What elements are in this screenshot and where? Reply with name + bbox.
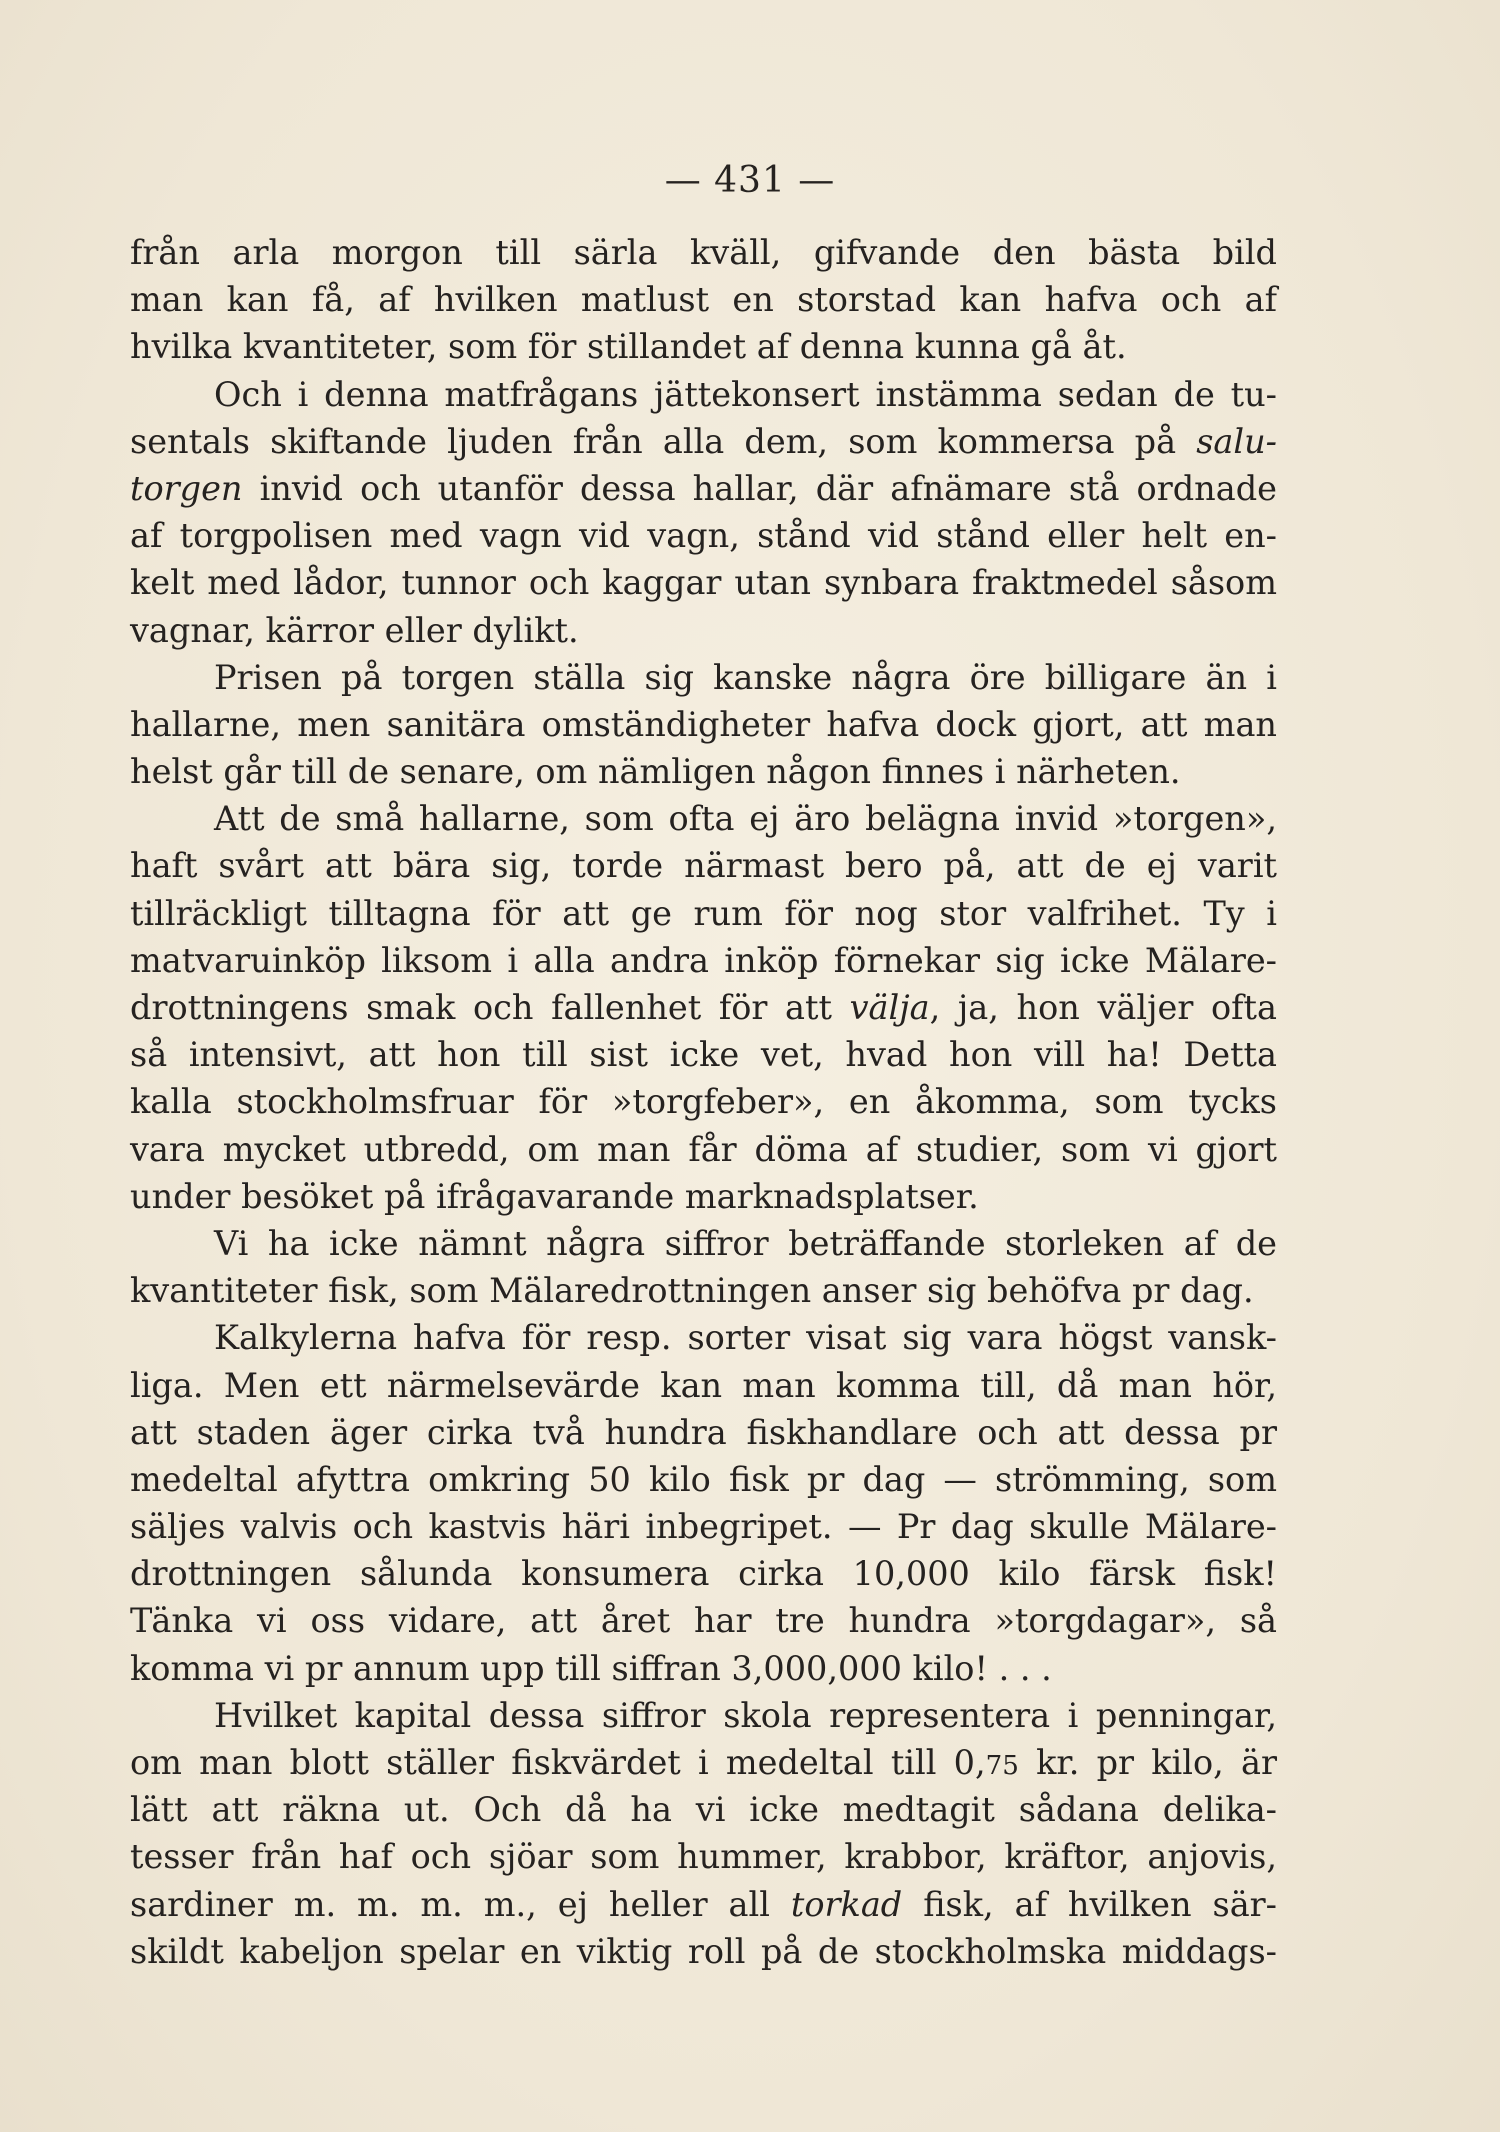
text-line (130, 559, 1277, 606)
text-line (130, 1503, 1277, 1550)
text-line (130, 1078, 1277, 1125)
text-line (130, 1550, 1277, 1597)
text-segment: man kan få, af hvilken matlust en storstad kan hafva och af (130, 280, 1277, 320)
italic-text: välja (849, 988, 930, 1027)
text-line (130, 1786, 1277, 1833)
text-line (130, 1597, 1277, 1644)
text-segment: vara mycket utbredd, om man får döma af studier, som vi gjort (130, 1129, 1277, 1169)
text-segment: Kalkylerna hafva för resp. sorter visat sig vara högst vansk- (214, 1318, 1277, 1358)
text-segment: säljes valvis och kastvis häri inbegripet. — Pr dag skulle Mälare- (130, 1507, 1277, 1547)
text-line (130, 1928, 1277, 1975)
text-line (130, 1314, 1277, 1361)
text-segment: Att de små hallarne, som ofta ej äro belägna invid »torgen», (214, 799, 1277, 839)
text-line (130, 276, 1277, 323)
text-segment: kvantiteter fisk, som Mälaredrottningen anser sig behöfva pr dag. (130, 1271, 1254, 1311)
text-line (130, 1362, 1277, 1409)
text-segment: om man blott ställer fiskvärdet i medeltal till 0, (130, 1743, 986, 1782)
text-line (130, 607, 1277, 654)
text-segment: från arla morgon till särla kväll, gifvande den bästa bild (130, 233, 1277, 272)
text-line (130, 795, 1277, 842)
text-segment: så intensivt, att hon till sist icke vet, hvad hon vill ha! Detta (130, 1035, 1277, 1075)
text-segment: , ja, hon väljer ofta (929, 988, 1277, 1027)
text-segment: invid och utanför dessa hallar, där afnämare stå ordnade (242, 468, 1277, 508)
text-line (130, 465, 1277, 512)
text-segment: tesser från haf och sjöar som hummer, krabbor, kräftor, anjovis, (130, 1837, 1277, 1877)
small-digits: 75 (985, 1751, 1019, 1781)
text-line (130, 512, 1277, 559)
text-line (130, 1173, 1277, 1220)
text-line (130, 371, 1277, 418)
page-number: — 431 — (664, 160, 836, 201)
text-segment: kr. pr kilo, är (1018, 1743, 1277, 1782)
text-line (130, 1220, 1277, 1267)
text-line (130, 1692, 1277, 1739)
text-segment: helst går till de senare, om nämligen någon finnes i närheten. (130, 752, 1181, 792)
text-line (130, 1881, 1277, 1928)
text-segment: hvilka kvantiteter, som för stillandet af denna kunna gå åt. (130, 327, 1127, 367)
text-segment: Tänka vi oss vidare, att året har tre hundra »torgdagar», så (130, 1601, 1277, 1641)
text-segment: tillräckligt tilltagna för att ge rum för nog stor valfrihet. Ty i (130, 893, 1277, 933)
text-line (130, 654, 1277, 701)
text-line (130, 229, 1277, 276)
text-line (130, 1031, 1277, 1078)
text-line (130, 1456, 1277, 1503)
text-segment: af torgpolisen med vagn vid vagn, stånd vid stånd eller helt en- (130, 516, 1277, 556)
text-line (130, 323, 1277, 370)
text-segment: liga. Men ett närmelsevärde kan man komma till, då man hör, (130, 1365, 1277, 1405)
text-line (130, 1267, 1277, 1314)
text-segment: haft svårt att bära sig, torde närmast bero på, att de ej varit (130, 846, 1277, 886)
text-line (130, 984, 1277, 1031)
text-line (130, 1833, 1277, 1880)
text-segment: sardiner m. m. m. m., ej heller all (130, 1884, 791, 1924)
text-segment: lätt att räkna ut. Och då ha vi icke medtagit sådana delika- (130, 1790, 1277, 1830)
text-segment: komma vi pr annum upp till siffran 3,000,000 kilo! . . . (130, 1648, 1052, 1688)
text-segment: skildt kabeljon spelar en viktig roll på de stockholmska middags- (130, 1931, 1277, 1971)
text-segment: vagnar, kärror eller dylikt. (130, 610, 579, 650)
text-segment: under besöket på ifrågavarande marknadsplatser. (130, 1176, 979, 1216)
text-line (130, 937, 1277, 984)
text-line (130, 842, 1277, 889)
text-segment: att staden äger cirka två hundra fiskhandlare och att dessa pr (130, 1412, 1277, 1452)
italic-text: torkad (790, 1884, 903, 1924)
italic-text: salu- (1196, 421, 1277, 461)
text-segment: Vi ha icke nämnt några siffror beträffande storleken af de (214, 1223, 1277, 1263)
text-line (130, 1739, 1277, 1786)
text-line (130, 418, 1277, 465)
text-segment: fisk, af hvilken sär- (902, 1884, 1277, 1924)
text-line (130, 748, 1277, 795)
text-segment: hallarne, men sanitära omständigheter hafva dock gjort, att man (130, 704, 1277, 744)
text-segment: drottningens smak och fallenhet för att (130, 988, 850, 1027)
text-line (130, 1409, 1277, 1456)
text-segment: medeltal afyttra omkring 50 kilo fisk pr dag — strömming, som (130, 1459, 1277, 1499)
text-segment: kelt med lådor, tunnor och kaggar utan synbara fraktmedel såsom (130, 563, 1277, 603)
italic-text: torgen (130, 468, 243, 508)
text-segment: sentals skiftande ljuden från alla dem, som kommersa på (130, 421, 1197, 461)
text-segment: Och i denna matfrågans jättekonsert instämma sedan de tu- (214, 374, 1277, 414)
text-line (130, 701, 1277, 748)
text-segment: Hvilket kapital dessa siffror skola representera i penningar, (214, 1695, 1277, 1735)
text-line (130, 890, 1277, 937)
text-segment: Prisen på torgen ställa sig kanske några öre billigare än i (214, 657, 1277, 697)
body-text (130, 229, 1277, 1975)
text-segment: matvaruinköp liksom i alla andra inköp förnekar sig icke Mälare- (130, 940, 1277, 980)
text-line (130, 1645, 1277, 1692)
text-segment: kalla stockholmsfruar för »torgfeber», en åkomma, som tycks (130, 1082, 1277, 1122)
text-segment: drottningen sålunda konsumera cirka 10,000 kilo färsk fisk! (130, 1554, 1277, 1594)
text-line (130, 1126, 1277, 1173)
